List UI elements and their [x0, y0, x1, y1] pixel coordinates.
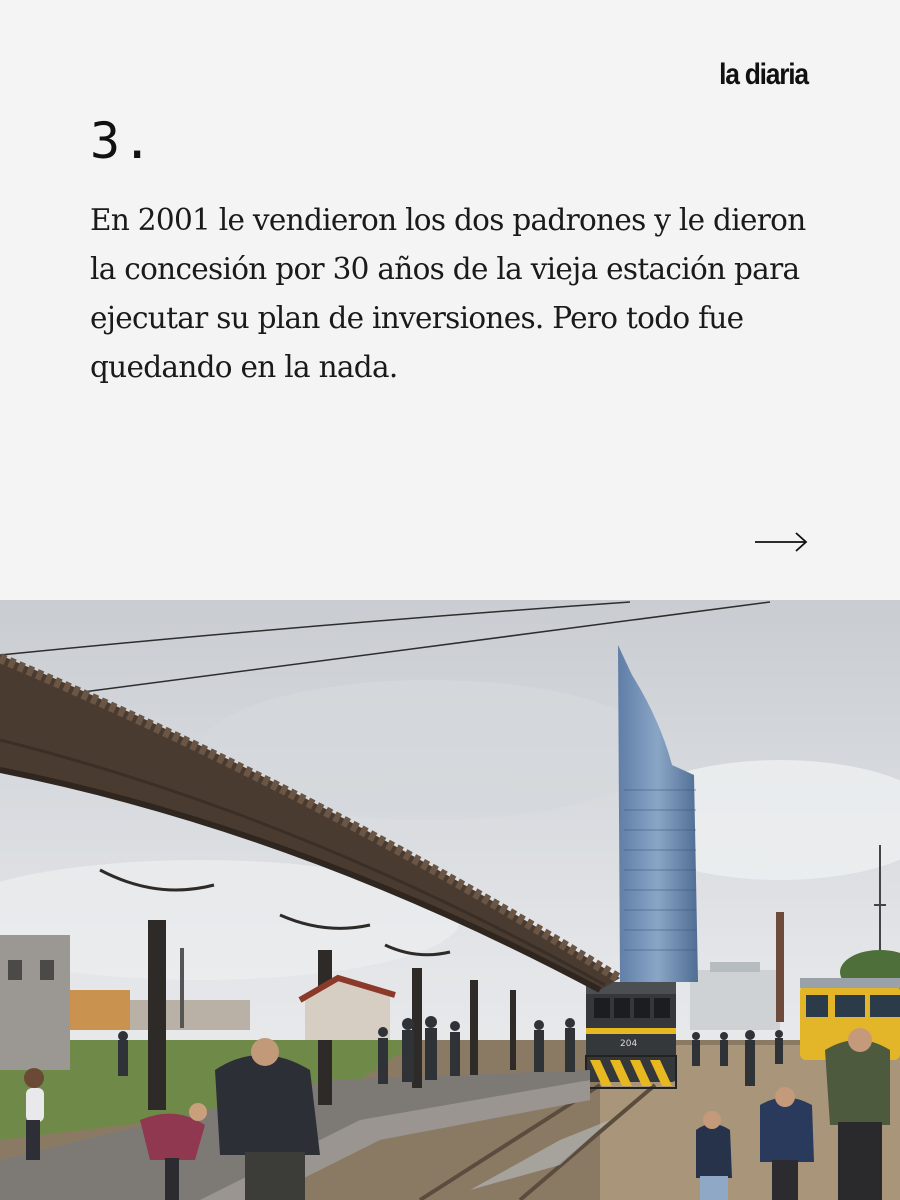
locomotive-number: 204 — [620, 1039, 638, 1049]
brand-logo[interactable]: la diaria — [719, 58, 808, 91]
slide-number: 3. — [90, 112, 155, 170]
arrow-right-icon[interactable] — [752, 528, 810, 556]
slide-body-text: En 2001 le vendieron los dos padrones y le dieron la concesión por 30 años de la vieja estación para ejecutar su plan de inversiones. Pero todo fue quedando en la nada. — [90, 203, 806, 384]
station-photo — [0, 600, 900, 1200]
